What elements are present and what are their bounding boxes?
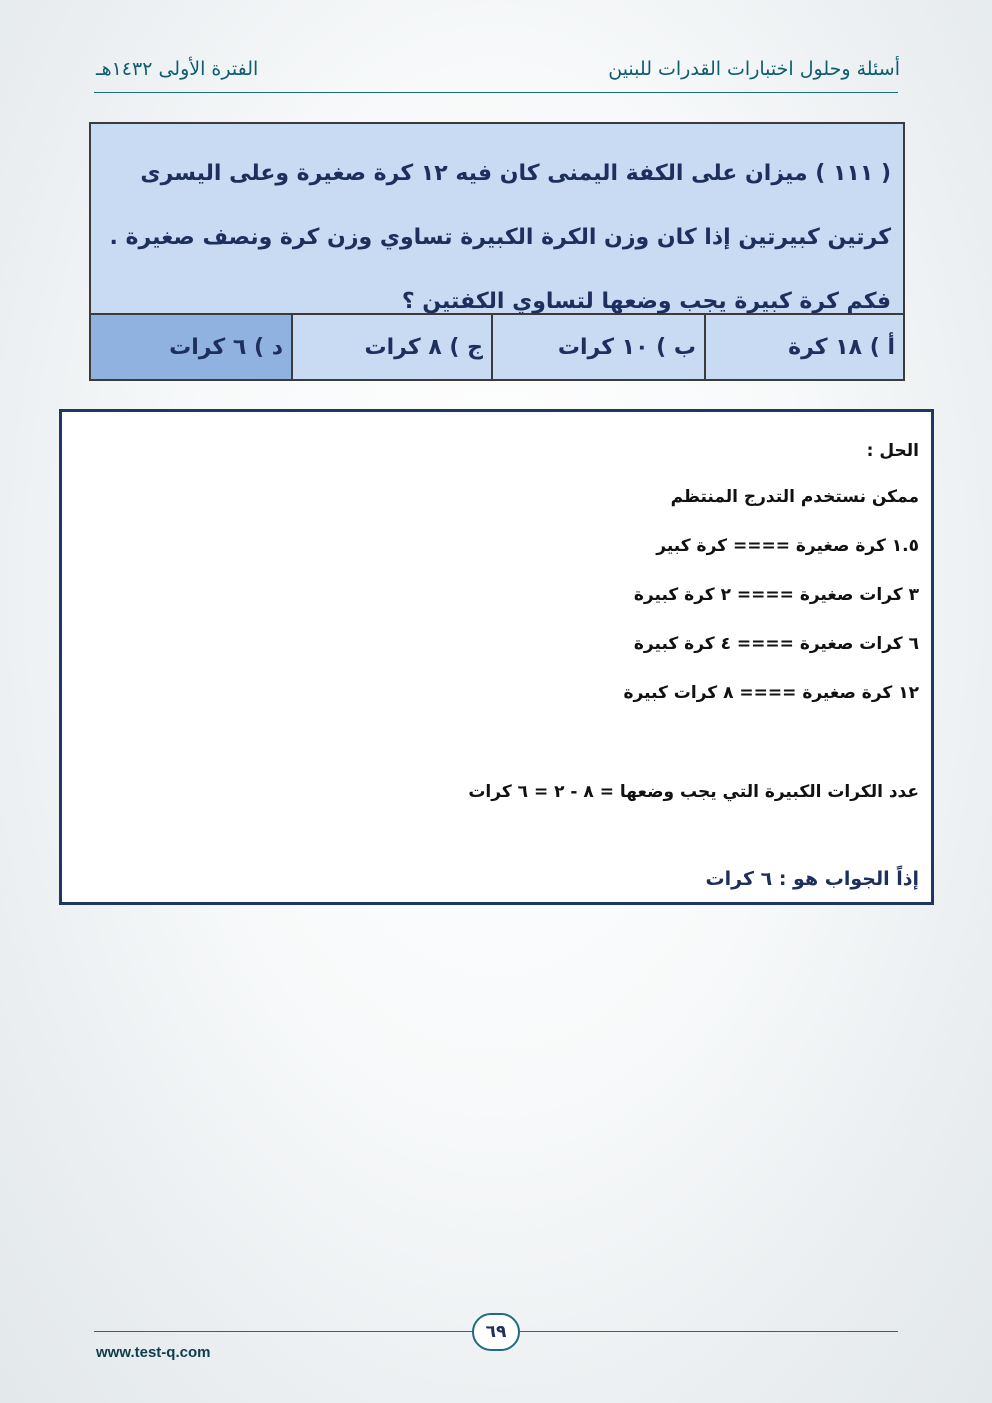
- solution-line: ٣ كرات صغيرة ==== ٢ كرة كبيرة: [633, 585, 919, 605]
- solution-box: [59, 409, 934, 905]
- choice-d-correct[interactable]: د ) ٦ كرات: [91, 315, 291, 379]
- question-text: ( ١١١ ) ميزان على الكفة اليمنى كان فيه ١٢ كرة صغيرة وعلى اليسرى كرتين كبيرتين إذا كان وزن الكرة الكبيرة تساوي وزن كرة ونصف صغيرة . فكم كرة كبيرة يجب وضعها لتساوي الكفتين ؟: [91, 124, 903, 315]
- footer-divider-left: [94, 1331, 474, 1332]
- solution-line: ١.٥ كرة صغيرة ==== كرة كبير: [656, 536, 919, 556]
- solution-line: ممكن نستخدم التدرج المنتظم: [670, 487, 919, 507]
- question-box: [89, 122, 905, 381]
- header-divider: [94, 92, 898, 93]
- solution-line: ١٢ كرة صغيرة ==== ٨ كرات كبيرة: [623, 683, 919, 703]
- solution-answer: إذاً الجواب هو : ٦ كرات: [705, 868, 919, 890]
- header-title: أسئلة وحلول اختبارات القدرات للبنين: [608, 58, 900, 80]
- solution-count: عدد الكرات الكبيرة التي يجب وضعها = ٨ - ٢ = ٦ كرات: [468, 782, 919, 802]
- page-number: ٦٩: [472, 1313, 520, 1351]
- solution-line: ٦ كرات صغيرة ==== ٤ كرة كبيرة: [633, 634, 919, 654]
- footer-url[interactable]: www.test-q.com: [96, 1344, 211, 1361]
- footer-divider-right: [518, 1331, 898, 1332]
- choices-row: [91, 315, 903, 379]
- choice-a[interactable]: أ ) ١٨ كرة: [704, 315, 903, 379]
- solution-title: الحل :: [866, 441, 919, 461]
- header-period: الفترة الأولى ١٤٣٢هـ: [96, 58, 259, 80]
- choice-c[interactable]: ج ) ٨ كرات: [291, 315, 491, 379]
- choice-b[interactable]: ب ) ١٠ كرات: [491, 315, 704, 379]
